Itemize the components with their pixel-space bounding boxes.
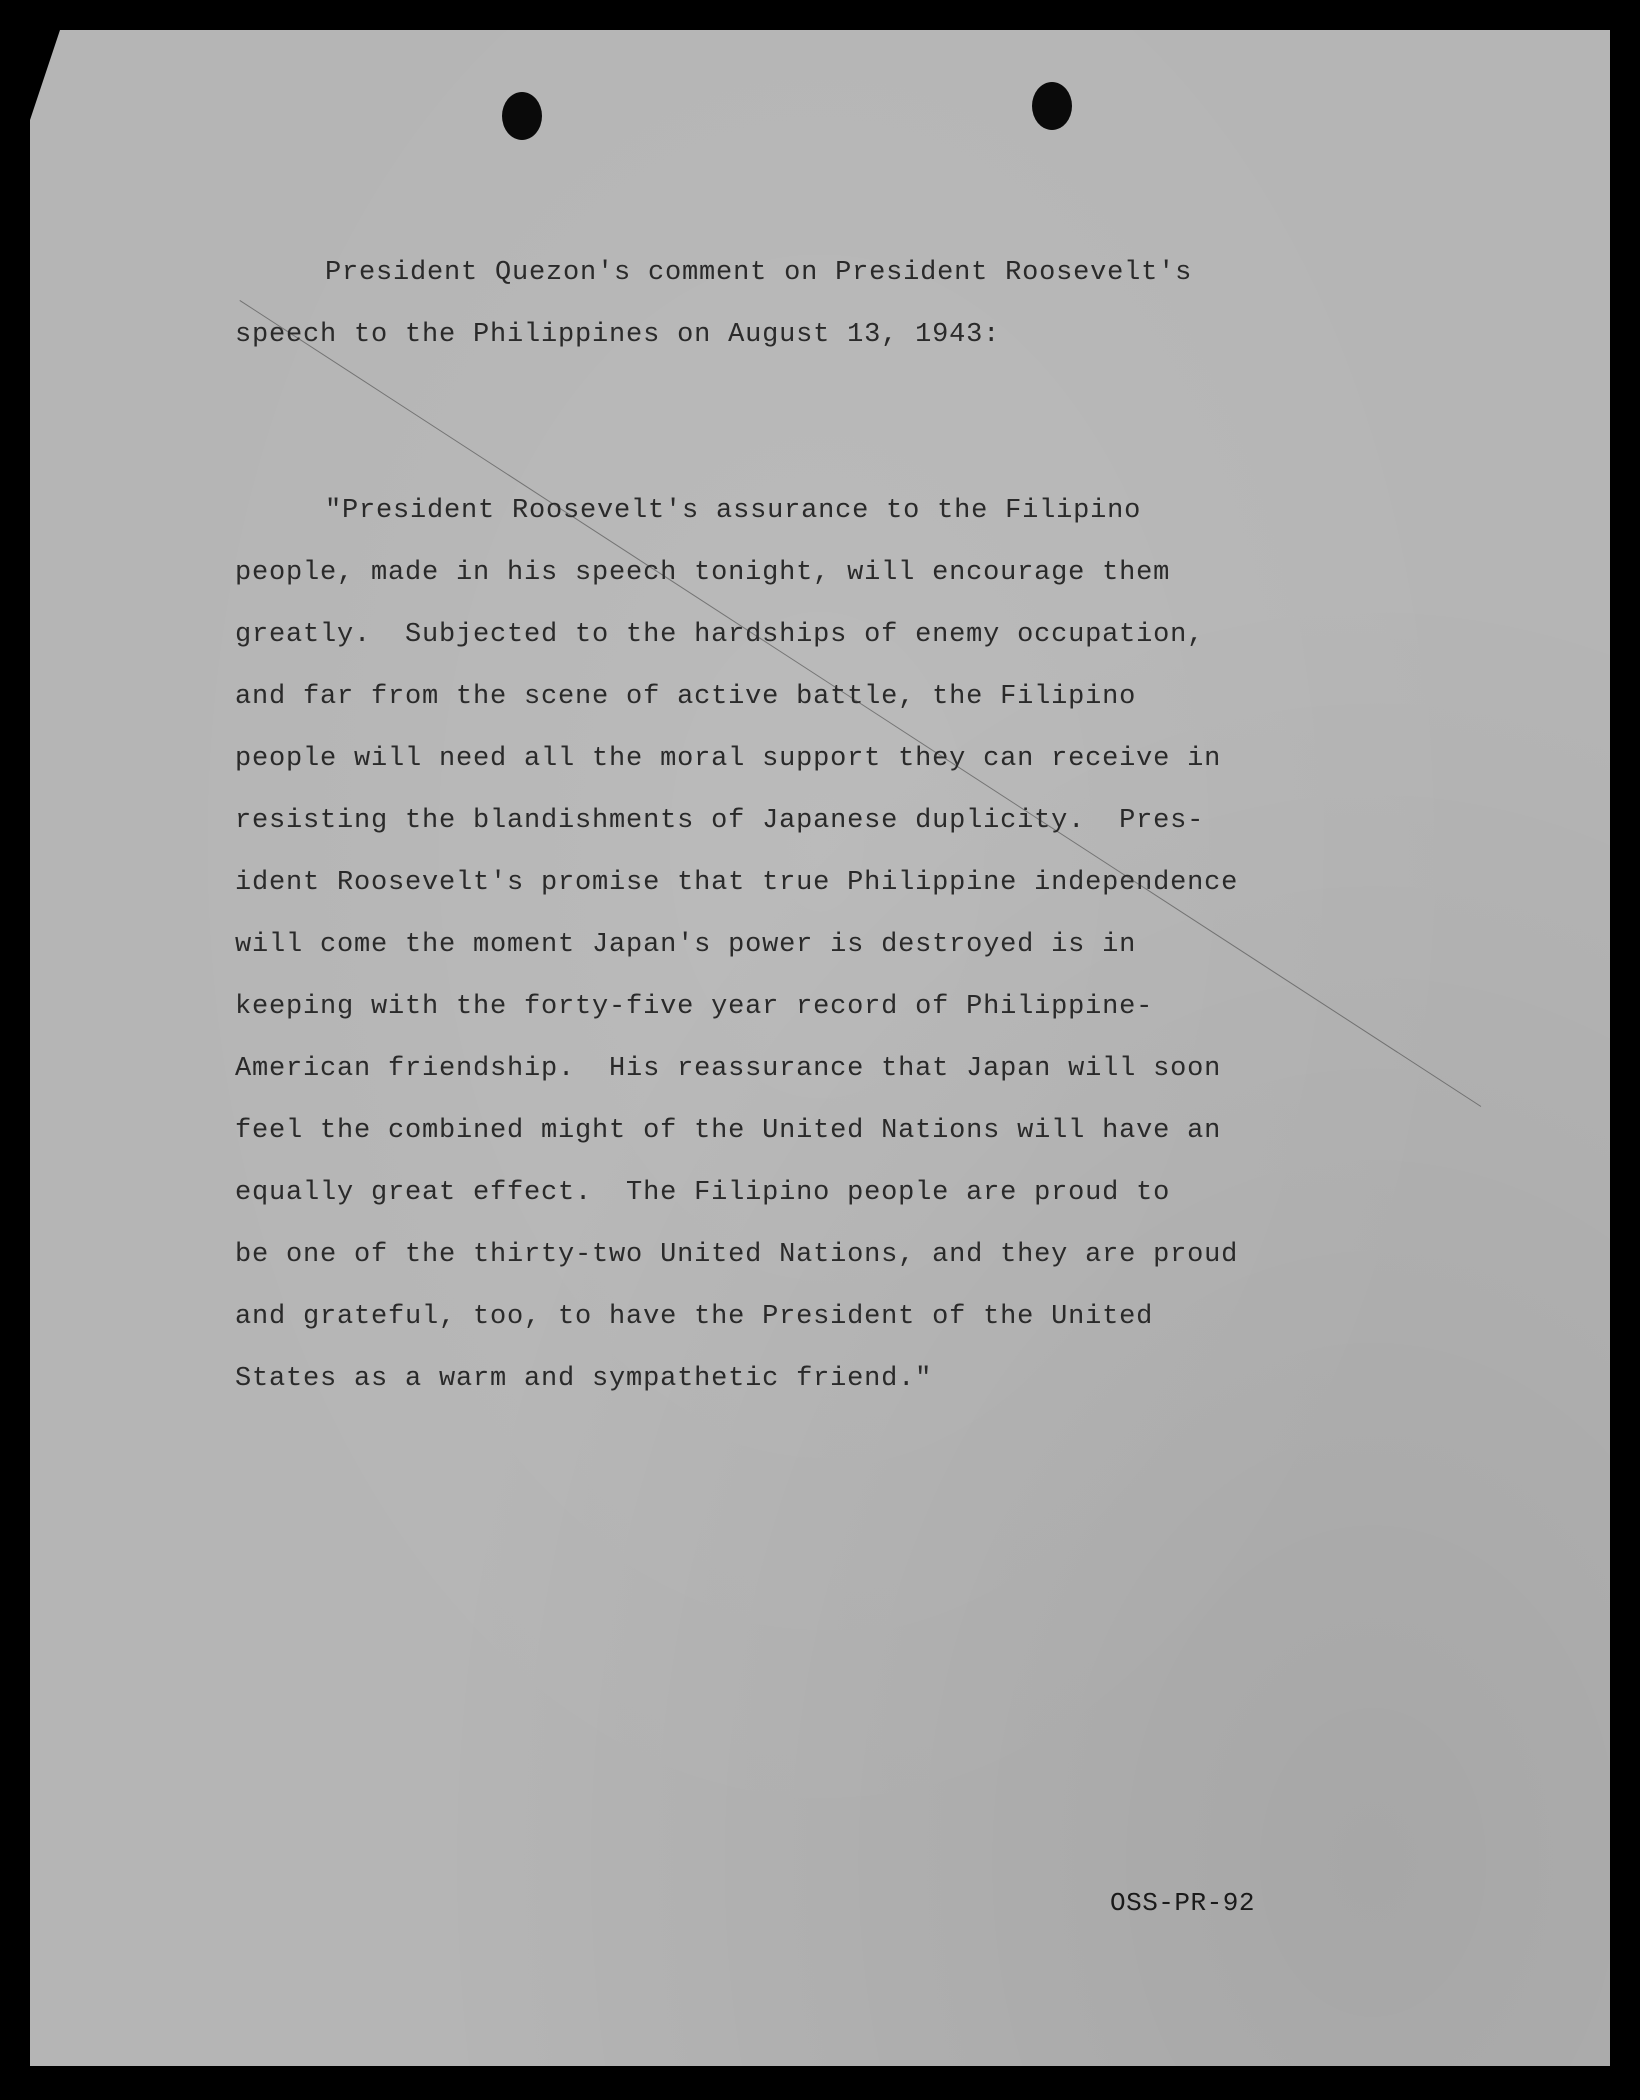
heading-line-1: President Quezon's comment on President Roosevelt's — [325, 258, 1193, 288]
quote-body — [235, 480, 1435, 1410]
body-line: people will need all the moral support they can receive in — [235, 744, 1222, 774]
body-line: equally great effect. The Filipino people are proud to — [235, 1178, 1171, 1208]
body-line: and grateful, too, to have the President of the United — [235, 1302, 1154, 1332]
body-line: States as a warm and sympathetic friend." — [235, 1364, 933, 1394]
body-line: feel the combined might of the United Nations will have an — [235, 1116, 1222, 1146]
body-line: keeping with the forty-five year record of Philippine- — [235, 992, 1154, 1022]
body-line: American friendship. His reassurance that Japan will soon — [235, 1054, 1222, 1084]
torn-corner — [30, 30, 60, 120]
body-line: will come the moment Japan's power is destroyed is in — [235, 930, 1137, 960]
punch-hole-left — [502, 92, 542, 140]
body-line: ident Roosevelt's promise that true Philippine independence — [235, 868, 1239, 898]
body-line: be one of the thirty-two United Nations, and they are proud — [235, 1240, 1239, 1270]
body-line: "President Roosevelt's assurance to the Filipino — [325, 496, 1142, 526]
body-line: greatly. Subjected to the hardships of enemy occupation, — [235, 620, 1205, 650]
heading-line-2: speech to the Philippines on August 13, 1943: — [235, 320, 1001, 350]
body-line: people, made in his speech tonight, will encourage them — [235, 558, 1171, 588]
body-line: resisting the blandishments of Japanese duplicity. Pres- — [235, 806, 1205, 836]
document-page — [30, 30, 1610, 2066]
document-code: OSS-PR-92 — [1110, 1888, 1255, 1918]
punch-hole-right — [1032, 82, 1072, 130]
body-line: and far from the scene of active battle, the Filipino — [235, 682, 1137, 712]
